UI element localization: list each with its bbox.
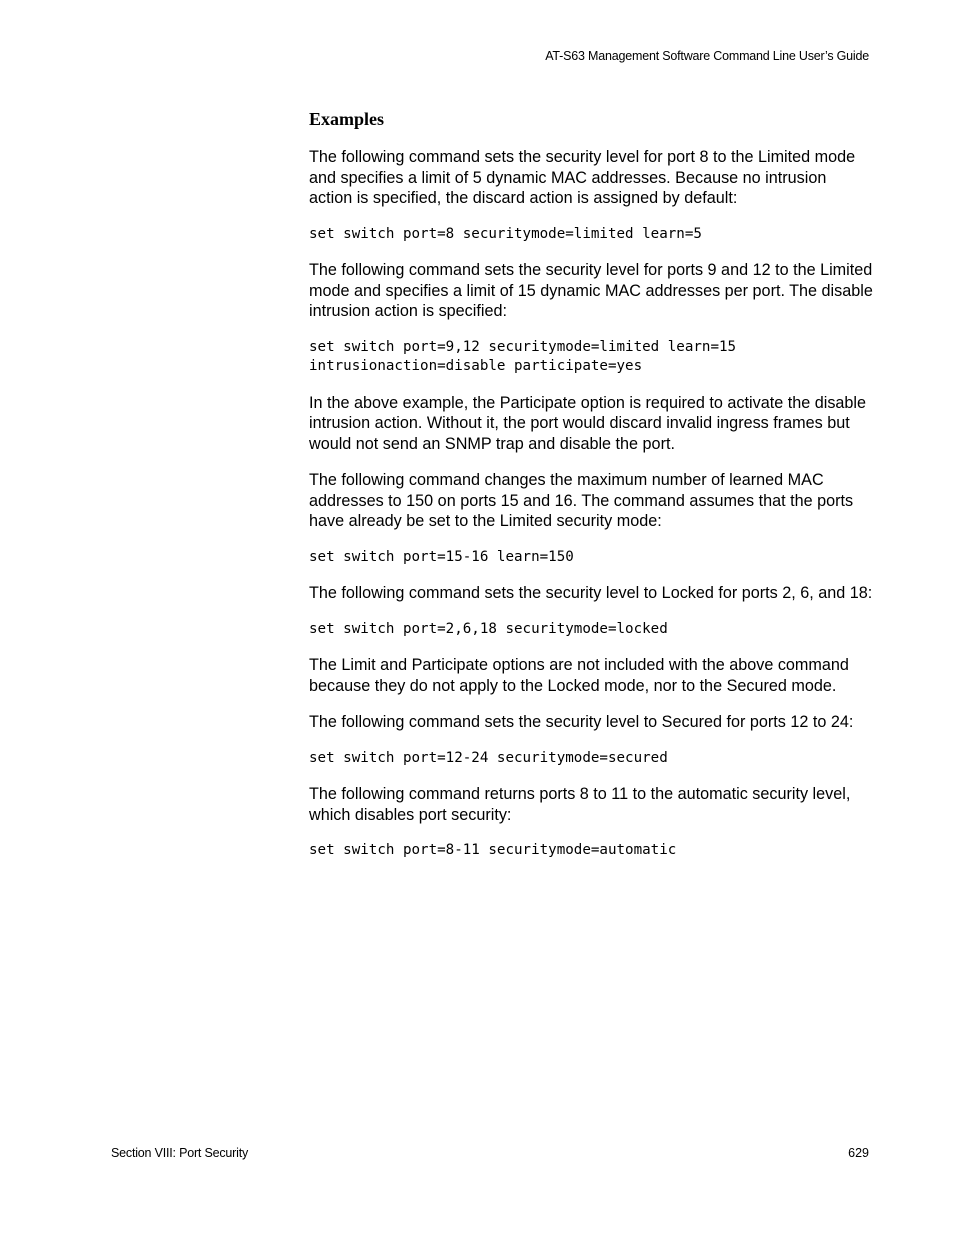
code-example: set switch port=15-16 learn=150 [309,548,574,565]
main-content [309,108,874,877]
paragraph: The following command sets the security level for port 8 to the Limited mode and specifies a limit of 5 dynamic MAC addresses. Because no intrusion action is specified, the discard action is assigned by default: [309,148,856,207]
section-heading: Examples [309,109,385,129]
code-example: set switch port=8-11 securitymode=automatic [309,842,677,858]
paragraph: The following command sets the security level to Locked for ports 2, 6, and 18: [309,584,873,602]
page-number: 629 [848,1146,869,1160]
code-example: set switch port=12-24 securitymode=secured [309,749,668,766]
paragraph: The following command changes the maximum number of learned MAC addresses to 150 on ports 15 and 16. The command assumes that the ports have already be set to the Limited security mode: [309,471,854,530]
code-example: set switch port=9,12 securitymode=limited learn=15 intrusionaction=disable participate=yes [309,338,737,374]
code-example: set switch port=8 securitymode=limited learn=5 [309,225,702,242]
code-example: set switch port=2,6,18 securitymode=locked [309,620,668,637]
paragraph: The following command returns ports 8 to 11 to the automatic security level, which disables port security: [309,785,851,824]
paragraph: In the above example, the Participate option is required to activate the disable intrusion action. Without it, the port would discard invalid ingress frames but would not send an SNMP trap and disable the port. [309,393,867,453]
paragraph: The following command sets the security level for ports 9 and 12 to the Limited mode and specifies a limit of 15 dynamic MAC addresses per port. The disable intrusion action is specified: [309,261,873,320]
footer-section-label: Section VIII: Port Security [111,1146,249,1160]
paragraph: The following command sets the security level to Secured for ports 12 to 24: [309,713,854,731]
page-header-title: AT-S63 Management Software Command Line User’s Guide [545,49,869,63]
paragraph: The Limit and Participate options are not included with the above command because they do not apply to the Locked mode, nor to the Secured mode. [309,656,849,695]
